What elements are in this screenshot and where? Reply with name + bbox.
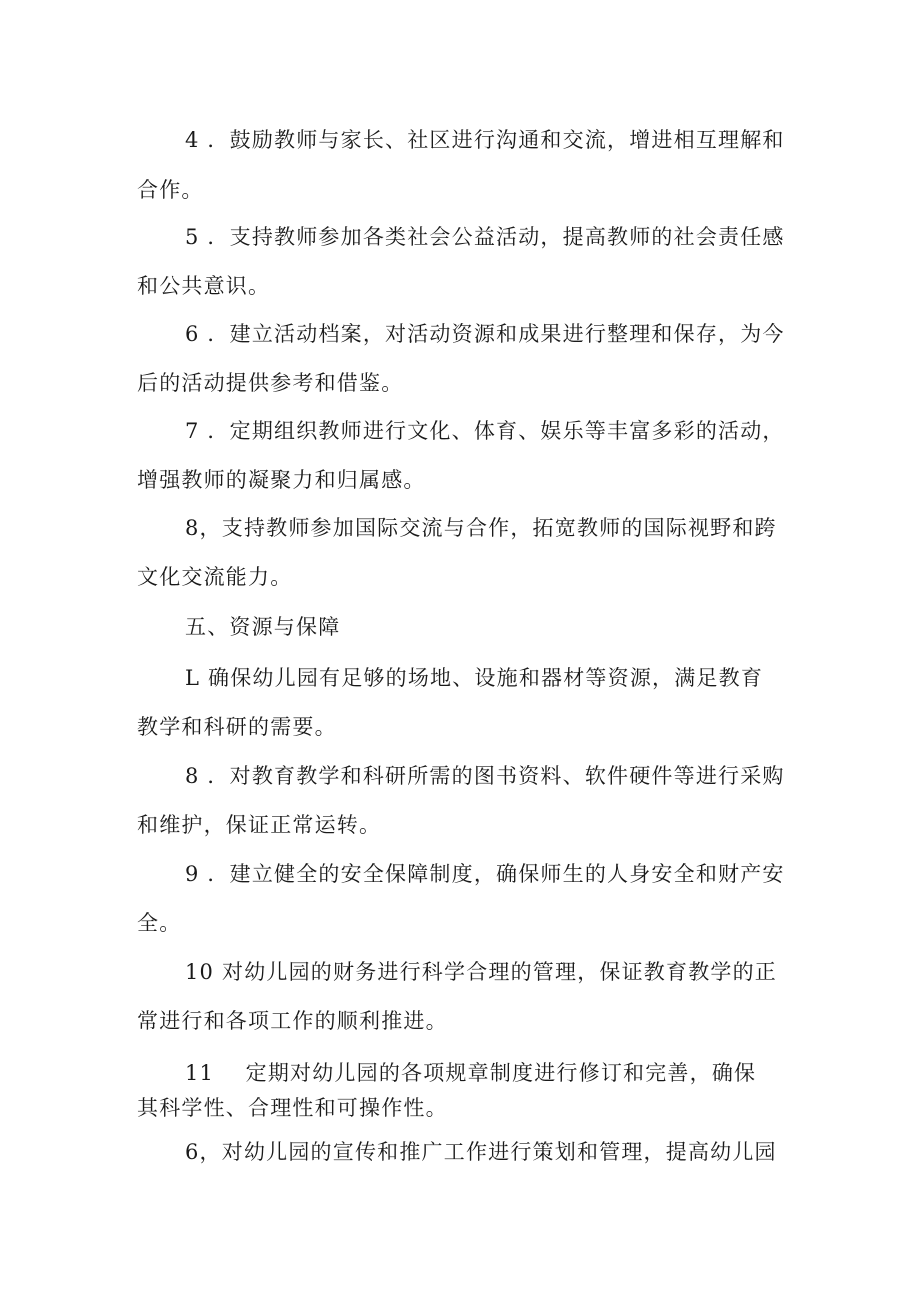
paragraph-4-line-1: 4 ．鼓励教师与家长、社区进行沟通和交流，增进相互理解和 bbox=[185, 128, 785, 152]
paragraph-l-line-2: 教学和科研的需要。 bbox=[137, 715, 337, 739]
paragraph-10-line-1: 10 对幼儿园的财务进行科学合理的管理，保证教育教学的正 bbox=[185, 960, 777, 984]
section-heading-resources: 五、资源与保障 bbox=[185, 615, 341, 639]
paragraph-l-line-1: L 确保幼儿园有足够的场地、设施和器材等资源，满足教育 bbox=[185, 666, 764, 690]
paragraph-8b-line-2: 和维护，保证正常运转。 bbox=[137, 813, 382, 837]
paragraph-9-line-2: 全。 bbox=[137, 911, 182, 935]
paragraph-6-line-2: 后的活动提供参考和借鉴。 bbox=[137, 371, 404, 395]
paragraph-6-line-1: 6 ．建立活动档案，对活动资源和成果进行整理和保存，为今 bbox=[185, 322, 785, 346]
paragraph-5-line-1: 5 ．支持教师参加各类社会公益活动，提高教师的社会责任感 bbox=[185, 225, 785, 249]
paragraph-10-line-2: 常进行和各项工作的顺利推进。 bbox=[137, 1009, 448, 1033]
paragraph-7-line-2: 增强教师的凝聚力和归属感。 bbox=[137, 468, 426, 492]
paragraph-5-line-2: 和公共意识。 bbox=[137, 274, 271, 298]
paragraph-7-line-1: 7 ．定期组织教师进行文化、体育、娱乐等丰富多彩的活动， bbox=[185, 419, 785, 443]
paragraph-11-line-2: 其科学性、合理性和可操作性。 bbox=[137, 1096, 448, 1120]
paragraph-9-line-1: 9 ．建立健全的安全保障制度，确保师生的人身安全和财产安 bbox=[185, 862, 785, 886]
paragraph-8b-line-1: 8 ．对教育教学和科研所需的图书资料、软件硬件等进行采购 bbox=[185, 764, 785, 788]
paragraph-8-line-2: 文化交流能力。 bbox=[137, 565, 293, 589]
paragraph-11-line-1: 11 定期对幼儿园的各项规章制度进行修订和完善，确保 bbox=[185, 1061, 757, 1085]
paragraph-8-line-1: 8，支持教师参加国际交流与合作，拓宽教师的国际视野和跨 bbox=[185, 516, 777, 540]
paragraph-4-line-2: 合作。 bbox=[137, 178, 204, 202]
paragraph-6b-line-1: 6，对幼儿园的宣传和推广工作进行策划和管理，提高幼儿园 bbox=[185, 1140, 777, 1164]
